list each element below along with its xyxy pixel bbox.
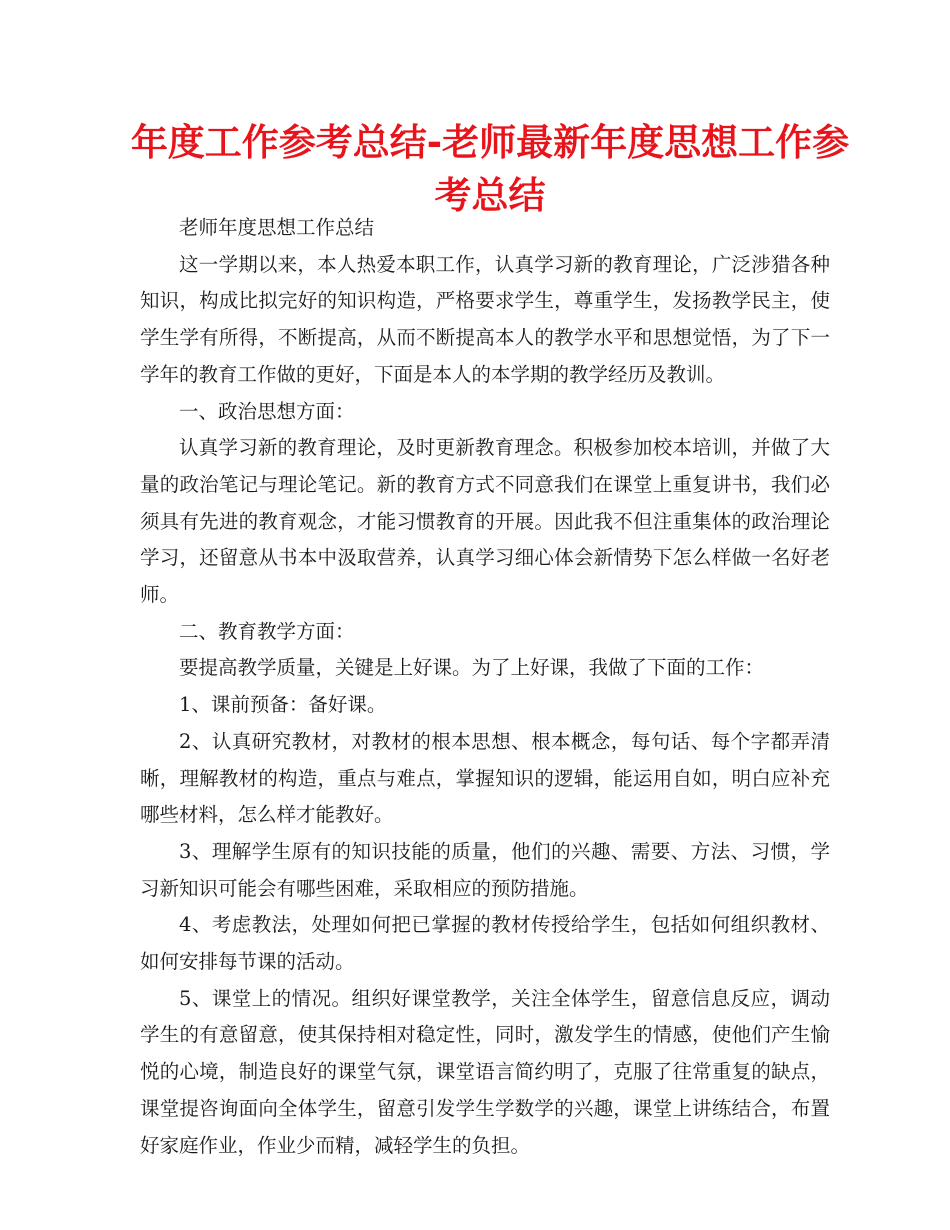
document-title: 年度工作参考总结-老师最新年度思想工作参考总结 [130,121,850,217]
list-item-2: 2、认真研究教材，对教材的根本思想、根本概念，每句话、每个字都弄清晰，理解教材的构造，重点与难点，掌握知识的逻辑，能运用自如，明白应补充哪些材料，怎么样才能教好。 [140,729,830,827]
paragraph-politics: 认真学习新的教育理论，及时更新教育理念。积极参加校本培训，并做了大量的政治笔记与理论笔记。新的教育方式不同意我们在课堂上重复讲书，我们必须具有先进的教育观念，才能习惯教育的开展。因此我不但注重集体的政治理论学习，还留意从书本中汲取营养，认真学习细心体会新情势下怎么样做一名好老师。 [140,436,830,607]
list-item-4: 4、考虑教法，处理如何把已掌握的教材传授给学生，包括如何组织教材、如何安排每节课的活动。 [140,913,830,974]
paragraph-heading: 老师年度思想工作总结 [179,216,375,239]
document-body [140,210,830,1164]
list-item-1: 1、课前预备：备好课。 [179,693,387,717]
list-item-3: 3、理解学生原有的知识技能的质量，他们的兴趣、需要、方法、习惯，学习新知识可能会有哪些困难，采取相应的预防措施。 [140,839,830,900]
section-heading-teaching: 二、教育教学方面： [179,619,355,643]
paragraph-intro: 这一学期以来，本人热爱本职工作，认真学习新的教育理论，广泛涉猎各种知识，构成比拟完好的知识构造，严格要求学生，尊重学生，发扬教学民主，使学生学有所得，不断提高，从而不断提高本人的教学水平和思想觉悟，为了下一学年的教育工作做的更好，下面是本人的本学期的教学经历及教训。 [140,252,830,386]
paragraph-teaching-intro: 要提高教学质量，关键是上好课。为了上好课，我做了下面的工作： [179,656,765,680]
section-heading-politics: 一、政治思想方面： [179,399,355,423]
list-item-5: 5、课堂上的情况。组织好课堂教学，关注全体学生，留意信息反应，调动学生的有意留意，使其保持相对稳定性，同时，激发学生的情感，使他们产生愉悦的心境，制造良好的课堂气氛，课堂语言简约明了，克服了往常重复的缺点，课堂提咨询面向全体学生，留意引发学生学数学的兴趣，课堂上讲练结合，布置好家庭作业，作业少而精，减轻学生的负担。 [140,986,830,1157]
